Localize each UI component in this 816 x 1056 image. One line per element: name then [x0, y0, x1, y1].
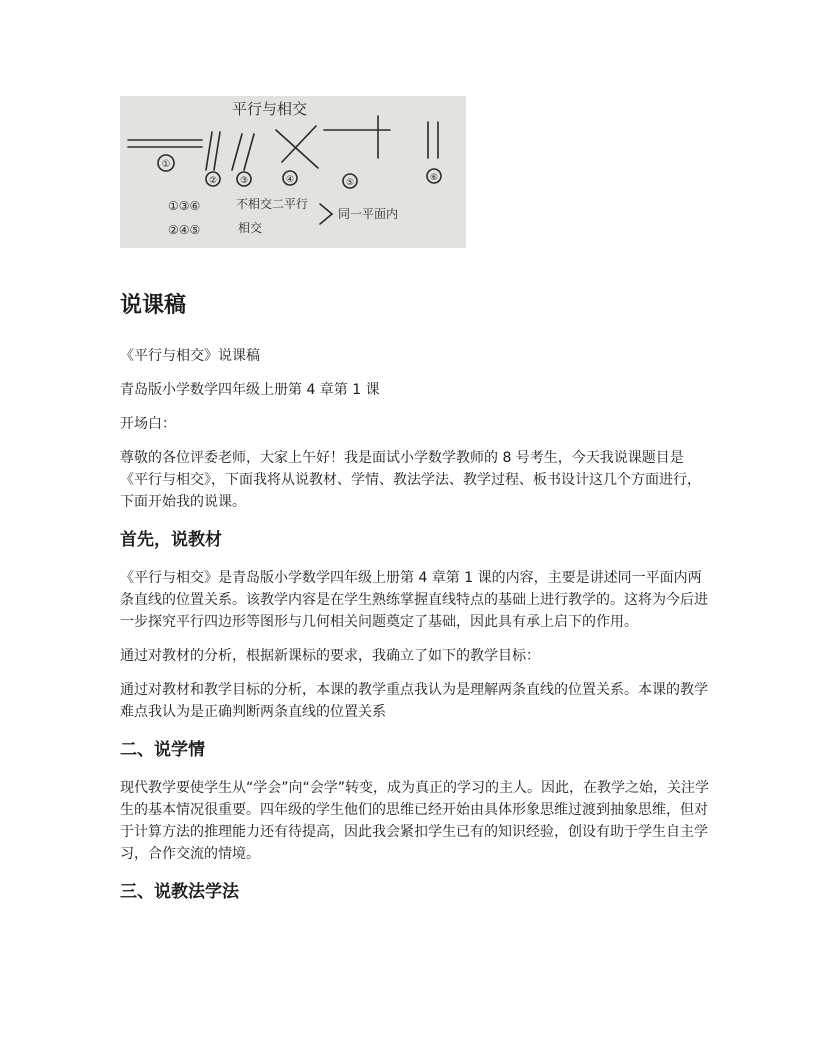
figure-title: 平行与相交 — [232, 100, 308, 118]
intro-paragraph-2: 青岛版小学数学四年级上册第 4 章第 1 课 — [120, 382, 380, 398]
pair-3-line-a — [232, 134, 242, 170]
document-body — [120, 290, 710, 919]
section-1-paragraph-2: 通过对教材的分析，根据新课标的要求，我确立了如下的教学目标： — [120, 648, 540, 664]
label-3: ③ — [239, 176, 249, 186]
intro-paragraph-4: 尊敬的各位评委老师，大家上午好！我是面试小学数学教师的 8 号考生，今天我说课题目是《平行与相交》，下面我将从说教材、学情、教法学法、教学过程、板书设计这几个方面进行，下面开始我的说课。 — [120, 450, 701, 510]
section-2-heading: 二、说学情 — [120, 740, 205, 760]
section-1-heading: 首先，说教材 — [120, 530, 222, 550]
bracket-mark — [320, 204, 332, 224]
section-1-paragraph-1: 《平行与相交》是青岛版小学数学四年级上册第 4 章第 1 课的内容，主要是讲述同一平面内两条直线的位置关系。该教学内容是在学生熟练掌握直线特点的基础上进行教学的。这将为今后进一步探究平行四边形等图形与几何相关问题奠定了基础，因此具有承上启下的作用。 — [120, 570, 708, 630]
pair-2-line-a — [206, 132, 212, 170]
note-row2-numbers: ②④⑤ — [168, 223, 201, 237]
intro-paragraph-3: 开场白： — [120, 416, 176, 432]
note-row1-numbers: ①③⑥ — [168, 199, 201, 213]
parallel-intersect-sketch — [120, 96, 466, 248]
section-2-paragraph-1: 现代教学要使学生从“学会”向“会学”转变，成为真正的学习的主人。因此，在教学之始，关注学生的基本情况很重要。四年级的学生他们的思维已经开始由具体形象思维过渡到抽象思维，但对于计算方法的推理能力还有待提高，因此我会紧扣学生已有的知识经验，创设有助于学生自主学习，合作交流的情境。 — [120, 780, 710, 862]
pair-2-line-b — [214, 132, 220, 170]
handwritten-diagram-photo — [120, 96, 466, 248]
pair-3-line-b — [244, 134, 254, 170]
note-row2-text: 相交 — [238, 221, 263, 235]
note-row1-text: 不相交二平行 — [236, 197, 309, 211]
label-6: ⑥ — [429, 173, 439, 183]
intro-paragraph-1: 《平行与相交》说课稿 — [120, 348, 260, 364]
section-3-heading: 三、说教法学法 — [120, 882, 239, 902]
label-2: ② — [208, 176, 218, 186]
label-1: ① — [161, 159, 171, 170]
section-1-paragraph-3: 通过对教材和教学目标的分析，本课的教学重点我认为是理解两条直线的位置关系。本课的教学难点我认为是正确判断两条直线的位置关系 — [120, 682, 708, 720]
document-title: 说课稿 — [120, 293, 187, 318]
note-bracket-text: 同一平面内 — [338, 207, 399, 221]
label-4: ④ — [285, 175, 295, 185]
label-5: ⑤ — [345, 178, 355, 188]
pair-4-line-b — [282, 126, 316, 162]
